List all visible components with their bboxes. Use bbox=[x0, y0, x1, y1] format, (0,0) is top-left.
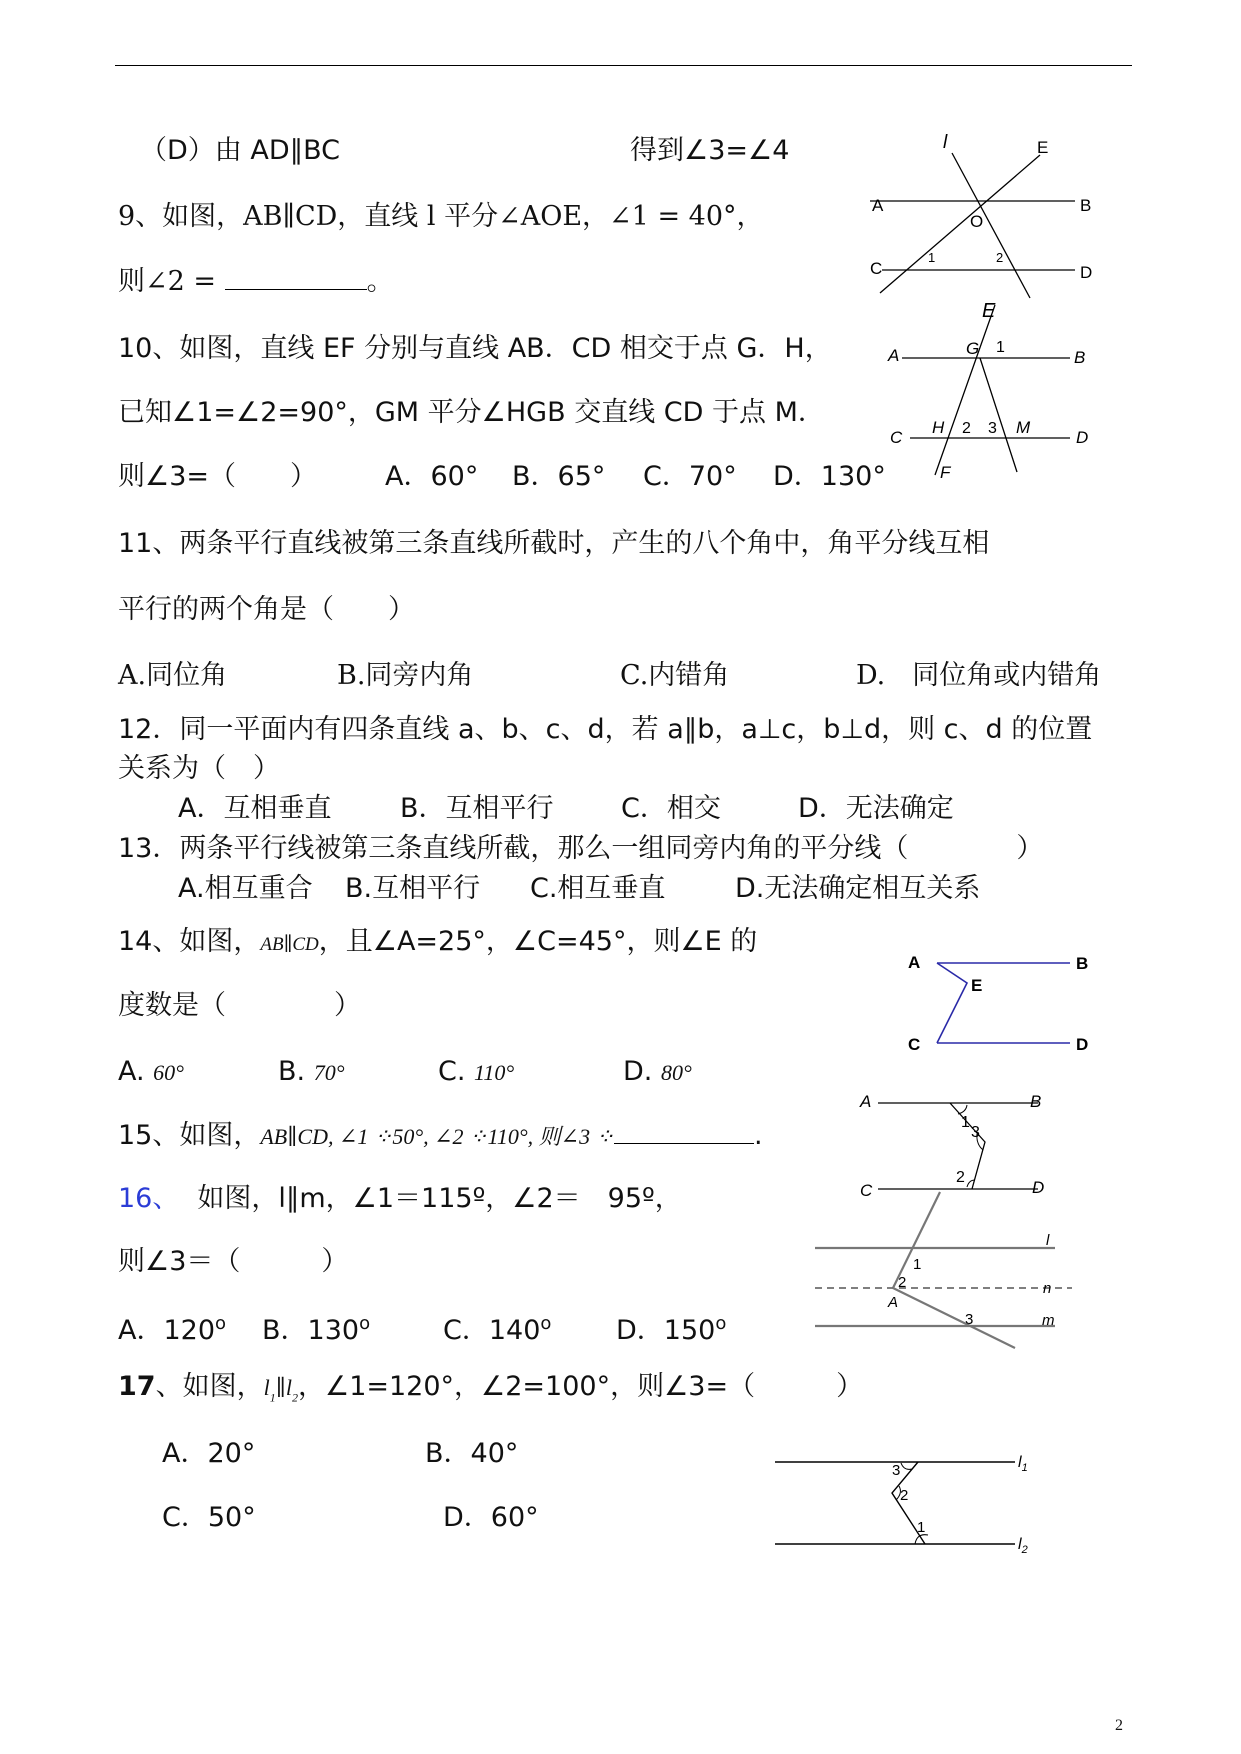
q9-label-o: O bbox=[970, 212, 984, 231]
q14-label-e: E bbox=[971, 976, 983, 995]
q14-label-a: A bbox=[908, 953, 921, 972]
q16-transversal-2 bbox=[893, 1288, 1015, 1348]
q15-label-d: D bbox=[1032, 1178, 1045, 1197]
q16-option-c-sup: o bbox=[540, 1313, 552, 1334]
q11-option-d: D. 同位角或内错角 bbox=[856, 660, 1102, 691]
q16-label-l: l bbox=[1046, 1232, 1050, 1249]
q10-label-b: B bbox=[1074, 348, 1086, 367]
q14-figure bbox=[895, 950, 1095, 1060]
q16-angle-1: 1 bbox=[913, 1256, 922, 1273]
q14-option-a-label: A. bbox=[118, 1056, 145, 1087]
q15-label-b: B bbox=[1030, 1092, 1042, 1111]
q10-label-m: M bbox=[1016, 418, 1031, 437]
q12-stem-line2: 关系为（ ） bbox=[118, 753, 280, 784]
q17-label-l2 bbox=[1018, 1536, 1028, 1556]
q9-label-c: C bbox=[870, 259, 883, 278]
q17-label-l1-letter: l bbox=[1018, 1454, 1022, 1471]
q17-math-l1: l bbox=[263, 1375, 270, 1400]
q10-option-b: B．65° bbox=[512, 461, 606, 492]
q10-line-gm bbox=[980, 358, 1017, 472]
q14-option-d-label: D. bbox=[623, 1056, 653, 1087]
q17-stem-prefix: 、如图， bbox=[155, 1371, 264, 1402]
page-number: 2 bbox=[1115, 1717, 1123, 1734]
q17-option-c: C．50° bbox=[162, 1502, 256, 1533]
q17-angle-2: 2 bbox=[900, 1487, 909, 1504]
q17-option-d: D．60° bbox=[443, 1502, 539, 1533]
q14-stem-line1 bbox=[118, 925, 757, 962]
q14-stem-line2: 度数是（ ） bbox=[118, 990, 361, 1021]
q9-angle-1: 1 bbox=[928, 250, 936, 265]
q16-option-d-label: D． bbox=[616, 1315, 664, 1346]
q10-label-a: A bbox=[888, 346, 900, 365]
q13-option-b: B.互相平行 bbox=[345, 873, 481, 904]
q9-answer-line bbox=[118, 265, 394, 299]
q13-option-d: D.无法确定相互关系 bbox=[735, 873, 981, 904]
q17-label-l2-sub: 2 bbox=[1021, 1544, 1028, 1556]
q16-option-c-label: C． bbox=[443, 1315, 489, 1346]
q16-stem-line2: 则∠3＝（ ） bbox=[118, 1246, 349, 1277]
q17-option-a: A．20° bbox=[162, 1438, 256, 1469]
q16-number: 16、 bbox=[118, 1183, 180, 1214]
q16-option-b-label: B． bbox=[262, 1315, 308, 1346]
q14-option-a-value: 60° bbox=[153, 1060, 184, 1085]
q17-number: 17 bbox=[118, 1371, 156, 1402]
q10-label-c: C bbox=[890, 428, 903, 447]
q17-label-l1-sub: 1 bbox=[1021, 1462, 1028, 1474]
q15-stem bbox=[118, 1119, 763, 1154]
q16-option-b bbox=[262, 1307, 370, 1348]
q9-answer-suffix: 。 bbox=[366, 266, 394, 297]
q17-angle-1: 1 bbox=[917, 1519, 926, 1536]
q14-stem-suffix: ，且∠A=25°，∠C=45°，则∠E 的 bbox=[318, 926, 758, 957]
q14-label-d: D bbox=[1076, 1035, 1089, 1054]
q16-option-a-label: A． bbox=[118, 1315, 164, 1346]
q11-stem-line2: 平行的两个角是（ ） bbox=[118, 594, 415, 625]
q10-label-d: D bbox=[1076, 428, 1089, 447]
q15-angle-2: 2 bbox=[956, 1169, 965, 1186]
q16-label-m: m bbox=[1042, 1312, 1055, 1329]
q17-label-l1 bbox=[1018, 1454, 1028, 1474]
q8-option-d: （D）由 AD∥BC bbox=[140, 135, 341, 166]
q15-stem-math: AB∥CD, ∠1 ⁘50°, ∠2 ⁘110°, 则∠3 ⁘ bbox=[260, 1124, 615, 1149]
q9-label-b: B bbox=[1080, 196, 1092, 215]
q15-label-a: A bbox=[860, 1092, 872, 1111]
q14-stem-math: AB∥CD bbox=[260, 934, 319, 955]
q9-answer-prefix: 则∠2 = bbox=[118, 266, 225, 297]
q11-option-a: A.同位角 bbox=[118, 660, 228, 691]
q10-stem-line2: 已知∠1=∠2=90°，GM 平分∠HGB 交直线 CD 于点 M． bbox=[118, 397, 825, 428]
q10-option-c: C．70° bbox=[643, 461, 737, 492]
q15-stem-prefix: 15、如图， bbox=[118, 1120, 261, 1151]
q16-option-d-value: 150 bbox=[663, 1315, 716, 1346]
q10-label-e: E bbox=[982, 300, 996, 322]
q9-label-l: l bbox=[943, 132, 948, 153]
q15-answer-blank[interactable] bbox=[614, 1119, 754, 1144]
q10-line-ef bbox=[935, 305, 995, 475]
q16-stem-line1 bbox=[118, 1182, 682, 1216]
q9-label-d: D bbox=[1080, 263, 1093, 282]
q14-polyline-aec bbox=[937, 963, 967, 1043]
q15-angle-3: 3 bbox=[971, 1124, 980, 1141]
q9-angle-2: 2 bbox=[996, 250, 1004, 265]
q10-option-a: A．60° bbox=[385, 461, 479, 492]
q15-angle-1: 1 bbox=[961, 1114, 970, 1131]
q17-math-sub2: 2 bbox=[292, 1390, 298, 1405]
q14-option-b bbox=[278, 1055, 345, 1090]
q16-option-d bbox=[616, 1307, 726, 1348]
header-rule bbox=[115, 65, 1132, 66]
q10-option-d: D．130° bbox=[773, 461, 886, 492]
q16-option-c-value: 140 bbox=[488, 1315, 541, 1346]
q16-option-b-sup: o bbox=[359, 1313, 371, 1334]
q10-angle-1: 1 bbox=[996, 339, 1005, 356]
q9-stem: 9、如图，AB∥CD，直线 l 平分∠AOE，∠1 = 40°， bbox=[118, 201, 764, 232]
q14-option-c-label: C. bbox=[438, 1056, 466, 1087]
q13-option-c: C.相互垂直 bbox=[530, 873, 666, 904]
q11-option-b: B.同旁内角 bbox=[337, 660, 474, 691]
q15-stem-suffix: . bbox=[754, 1120, 763, 1151]
q17-label-l2-letter: l bbox=[1018, 1536, 1022, 1553]
q17-angle-3: 3 bbox=[892, 1462, 901, 1479]
q13-stem: 13．两条平行线被第三条直线所截，那么一组同旁内角的平分线（ ） bbox=[118, 833, 1044, 864]
q9-line-l bbox=[952, 153, 1030, 298]
q17-option-b: B．40° bbox=[425, 1438, 519, 1469]
q14-option-b-value: 70° bbox=[313, 1060, 345, 1085]
q14-label-b: B bbox=[1076, 954, 1089, 973]
q14-option-d-value: 80° bbox=[660, 1060, 692, 1085]
q11-stem-line1: 11、两条平行直线被第三条直线所截时，产生的八个角中，角平分线互相 bbox=[118, 528, 990, 559]
q10-label-f: F bbox=[940, 463, 951, 482]
q12-option-a: A．互相垂直 bbox=[178, 793, 332, 824]
q16-option-a bbox=[118, 1307, 226, 1348]
q10-stem-line1: 10、如图，直线 EF 分别与直线 AB．CD 相交于点 G．H， bbox=[118, 333, 832, 364]
q16-figure bbox=[810, 1185, 1080, 1360]
q14-stem-prefix: 14、如图， bbox=[118, 926, 261, 957]
q10-figure bbox=[880, 300, 1089, 482]
q14-option-b-label: B. bbox=[278, 1056, 306, 1087]
q14-option-a bbox=[118, 1055, 184, 1090]
q9-label-a: A bbox=[872, 196, 884, 215]
q16-stem-text: 如图，l∥m，∠1＝115º，∠2＝ 95º， bbox=[197, 1183, 682, 1214]
q8-option-d-result: 得到∠3=∠4 bbox=[630, 135, 790, 166]
q15-label-c: C bbox=[860, 1181, 873, 1200]
q17-figure bbox=[770, 1445, 1060, 1560]
q9-label-e: E bbox=[1037, 138, 1049, 157]
q17-math-l2: l bbox=[285, 1375, 292, 1400]
q16-option-b-value: 130 bbox=[307, 1315, 360, 1346]
q16-option-a-value: 120 bbox=[163, 1315, 216, 1346]
q16-option-c bbox=[443, 1307, 551, 1348]
q12-option-c: C．相交 bbox=[621, 793, 721, 824]
q17-math-parallel: ∥ bbox=[275, 1375, 286, 1400]
q14-option-d bbox=[623, 1055, 692, 1090]
q17-stem bbox=[118, 1370, 863, 1414]
q12-option-b: B．互相平行 bbox=[400, 793, 554, 824]
q12-option-d: D．无法确定 bbox=[798, 793, 954, 824]
q13-option-a: A.相互重合 bbox=[178, 873, 313, 904]
q10-label-g: G bbox=[966, 339, 980, 358]
q17-math-sub1: 1 bbox=[269, 1390, 276, 1405]
q16-angle-3: 3 bbox=[965, 1311, 974, 1328]
q14-option-c-value: 110° bbox=[474, 1060, 515, 1085]
q9-figure bbox=[860, 132, 1120, 305]
q16-option-a-sup: o bbox=[215, 1313, 227, 1334]
q11-option-c: C.内错角 bbox=[620, 660, 730, 691]
q9-answer-blank[interactable] bbox=[225, 265, 367, 290]
q16-option-d-sup: o bbox=[715, 1313, 727, 1334]
q16-label-a: A bbox=[888, 1294, 899, 1311]
q10-angle-2: 2 bbox=[962, 420, 971, 437]
q10-stem-line3: 则∠3=（ ） bbox=[118, 461, 318, 492]
q16-label-n: n bbox=[1043, 1280, 1052, 1297]
q10-label-h: H bbox=[932, 418, 945, 437]
q10-angle-3: 3 bbox=[988, 420, 997, 437]
q17-arc-3 bbox=[901, 1463, 912, 1469]
q16-angle-2: 2 bbox=[898, 1274, 907, 1291]
q17-stem-suffix: ，∠1=120°，∠2=100°，则∠3=（ ） bbox=[298, 1371, 864, 1402]
q14-option-c bbox=[438, 1055, 514, 1090]
q12-stem-line1: 12．同一平面内有四条直线 a、b、c、d，若 a∥b，a⊥c，b⊥d，则 c、d 的位置 bbox=[118, 714, 1093, 745]
q14-label-c: C bbox=[908, 1035, 921, 1054]
